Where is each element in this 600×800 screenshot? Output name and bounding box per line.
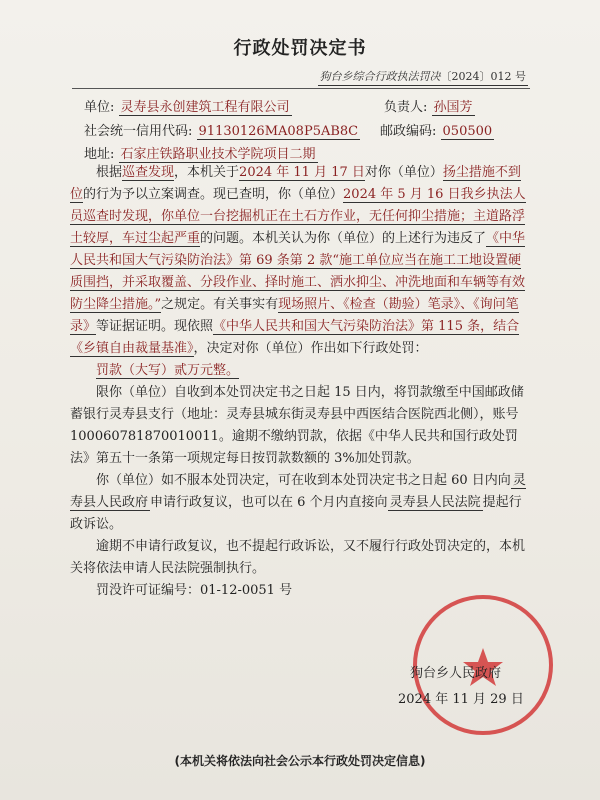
- document-body: [70, 162, 530, 602]
- fill-date: 2024 年 11 月 17 日: [239, 165, 365, 180]
- credit-value: 91130126MA08P5AB8C: [198, 124, 359, 139]
- unit-value: 灵寿县永创建筑工程有限公司: [120, 100, 290, 115]
- leader-label: 负责人:: [384, 100, 428, 115]
- penalty-amount: 罚款（大写）贰万元整。: [96, 363, 240, 378]
- postcode-value: 050500: [442, 124, 493, 139]
- address-label: 地址:: [84, 147, 115, 162]
- signature-date: 2024 年 11 月 29 日: [398, 692, 524, 707]
- paragraph-payment: 限你（单位）自收到本处罚决定书之日起 15 日内，将罚款缴至中国邮政储蓄银行灵寿县支行（地址：灵寿县城东街灵寿县中西医结合医院西北侧），账号 100060781870010011。逾期不缴纳罚款，依据《中华人民共和国行政处罚法》第五十一条第一项规定每日按罚款数额的 3%加处罚款。: [70, 385, 524, 466]
- postcode-row: [380, 120, 494, 139]
- fill-findings: 2024 年 5 月 16 日我乡执法人员巡查时发现，你单位一台挖掘机正在土石方作业，无任何抑尘措施；主道路浮土较厚，车过尘起严重: [70, 187, 526, 246]
- document-number: [318, 68, 529, 86]
- credit-label: 社会统一信用代码:: [84, 124, 193, 139]
- header-rule-top: [72, 88, 530, 89]
- fill-review-authority: 灵寿县人民政府: [70, 473, 526, 510]
- public-notice-footer: (本机关将依法向社会公示本行政处罚决定信息): [174, 754, 426, 768]
- paragraph-enforcement: 逾期不申请行政复议，也不提起行政诉讼，又不履行行政处罚决定的，本机关将依法申请人民法院强制执行。: [70, 539, 526, 576]
- document-number-suffix: 〔2024〕012 号: [440, 70, 526, 83]
- fill-source: 巡查发现: [122, 165, 175, 180]
- paragraph-facts: 根据巡查发现，本机关于2024 年 11 月 17 日对你（单位）扬尘措施不到位的行为予以立案调查。现已查明，你（单位）2024 年 5 月 16 日我乡执法人员巡查时发现，你单位一台挖掘机正在土石方作业，无任何抑尘措施；主道路浮土较厚，车过尘起严重的问题。本机关认为你（单位）的上述行为违反了《中华人民共和国大气污染防治法》第 69 条第 2 款“施工单位应当在施工工地设置硬质围挡，并采取覆盖、分段作业、择时施工、洒水抑尘、冲洗地面和车辆等有效防尘降尘措施。”之规定。有关事实有现场照片、《检查（勘验）笔录》、《询问笔录》等证据证明。现依照《中华人民共和国大气污染防治法》第 115 条，结合《乡镇自由裁量基准》，决定对你（单位）作出如下行政处罚：: [70, 165, 526, 356]
- fill-evidence: 现场照片、《检查（勘验）笔录》、《询问笔录》: [70, 297, 519, 334]
- postcode-label: 邮政编码:: [380, 124, 437, 139]
- signature-org: 狗台乡人民政府: [410, 666, 502, 681]
- unit-row: [84, 96, 292, 115]
- document-number-prefix: 狗台乡综合行政执法罚决: [319, 70, 441, 83]
- address-value: 石家庄铁路职业技术学院项目二期: [120, 147, 316, 162]
- paragraph-penalty: [70, 360, 530, 382]
- paragraph-appeal: 你（单位）如不服本处罚决定，可在收到本处罚决定书之日起 60 日内向 灵寿县人民政府 申请行政复议，也可以在 6 个月内直接向 灵寿县人民法院 提起行政诉讼。: [70, 473, 526, 532]
- document-title: 行政处罚决定书: [233, 38, 367, 59]
- credit-row: [84, 120, 360, 139]
- fill-legal-basis: 《中华人民共和国大气污染防治法》第 115 条，结合《乡镇自由裁量基准》: [70, 319, 520, 356]
- leader-value: 孙国芳: [433, 100, 473, 115]
- permit-number: 罚没许可证编号：01-12-0051 号: [96, 583, 293, 598]
- address-row: [84, 143, 318, 162]
- fill-law-violated: 《中华人民共和国大气污染防治法》第 69 条第 2 款“施工单位应当在施工工地设置硬质围挡，并采取覆盖、分段作业、择时施工、洒水抑尘、冲洗地面和车辆等有效防尘降尘措施。”: [70, 231, 526, 312]
- leader-row: [384, 96, 475, 115]
- fill-violation: 扬尘措施不到位: [70, 165, 521, 202]
- unit-label: 单位:: [84, 100, 115, 115]
- fill-court: 灵寿县人民法院: [389, 495, 481, 510]
